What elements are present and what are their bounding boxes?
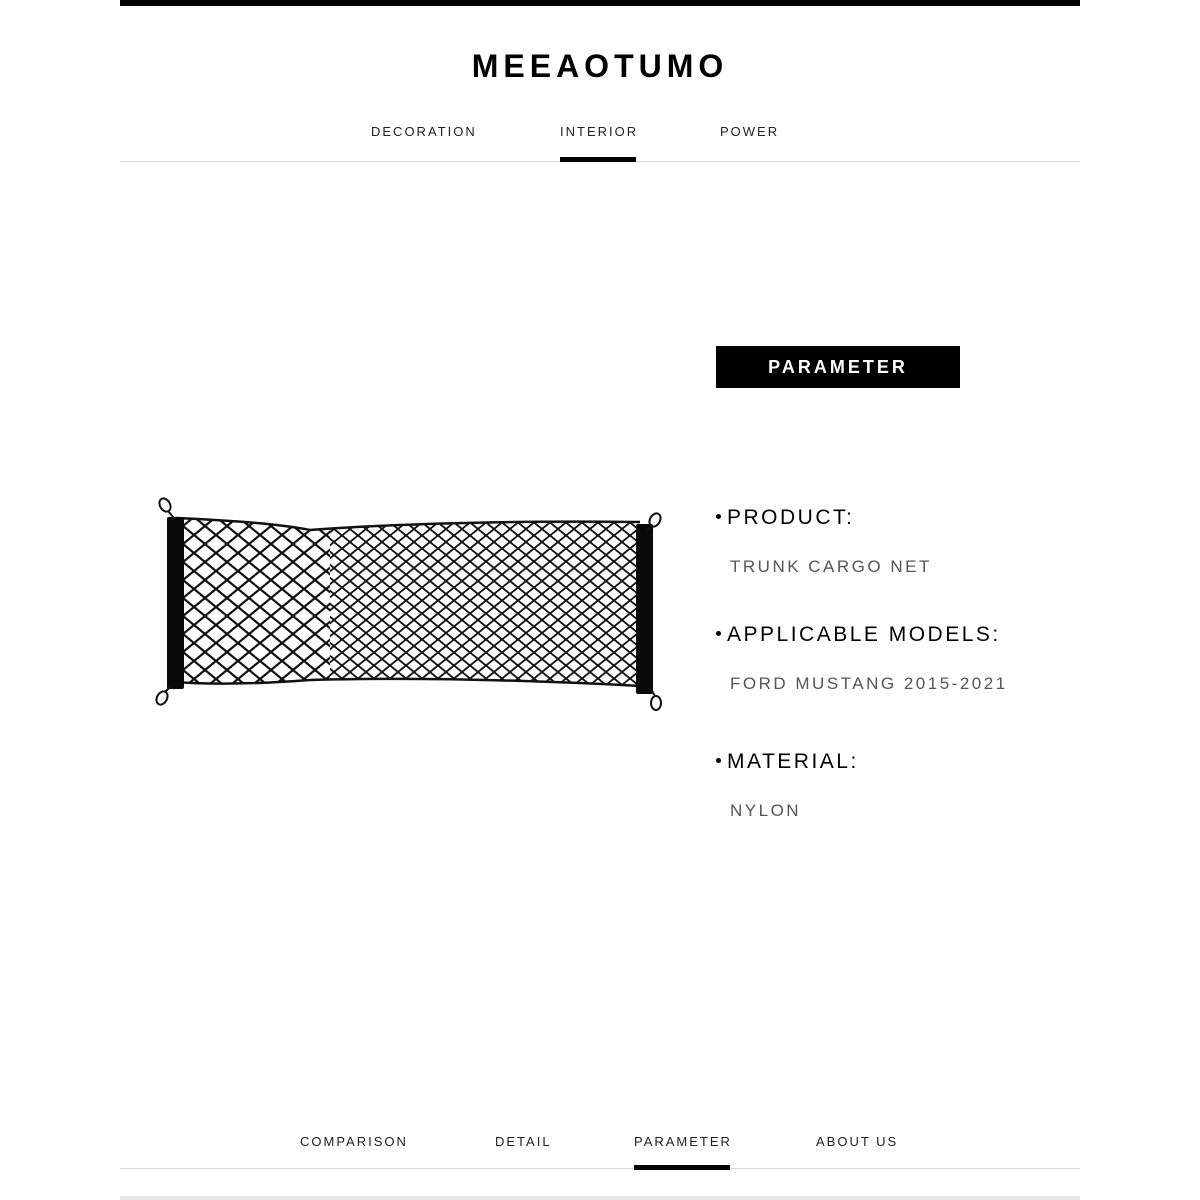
nav-item-power[interactable]: POWER [720, 124, 780, 139]
bottom-divider [120, 1196, 1080, 1200]
nav-item-interior[interactable]: INTERIOR [560, 124, 639, 139]
spec-value-material: NYLON [730, 801, 802, 820]
spec-label-product: PRODUCT: [727, 506, 855, 529]
nav-item-comparison[interactable]: COMPARISON [300, 1134, 408, 1149]
spec-label-material: MATERIAL: [727, 750, 859, 773]
nav-item-detail[interactable]: DETAIL [495, 1134, 552, 1149]
category-nav [120, 112, 1080, 162]
spec-value-product: TRUNK CARGO NET [730, 557, 932, 576]
spec-value-models: FORD MUSTANG 2015-2021 [730, 674, 1008, 693]
top-accent-bar [120, 0, 1080, 6]
nav-item-decoration[interactable]: DECORATION [371, 124, 477, 139]
brand-logo[interactable]: MEEAOTUMO [471, 48, 729, 84]
spec-material [716, 749, 859, 821]
nav-item-about-us[interactable]: ABOUT US [816, 1134, 899, 1149]
bullet-icon [716, 514, 721, 519]
parameter-badge: PARAMETER [716, 346, 960, 388]
cargo-net-image [150, 490, 670, 720]
bullet-icon [716, 631, 721, 636]
spec-applicable-models [716, 622, 1008, 694]
bullet-icon [716, 758, 721, 763]
nav-item-parameter[interactable]: PARAMETER [634, 1134, 732, 1149]
spec-label-models: APPLICABLE MODELS: [727, 623, 1001, 646]
spec-product [716, 505, 932, 577]
section-nav [120, 1122, 1080, 1169]
